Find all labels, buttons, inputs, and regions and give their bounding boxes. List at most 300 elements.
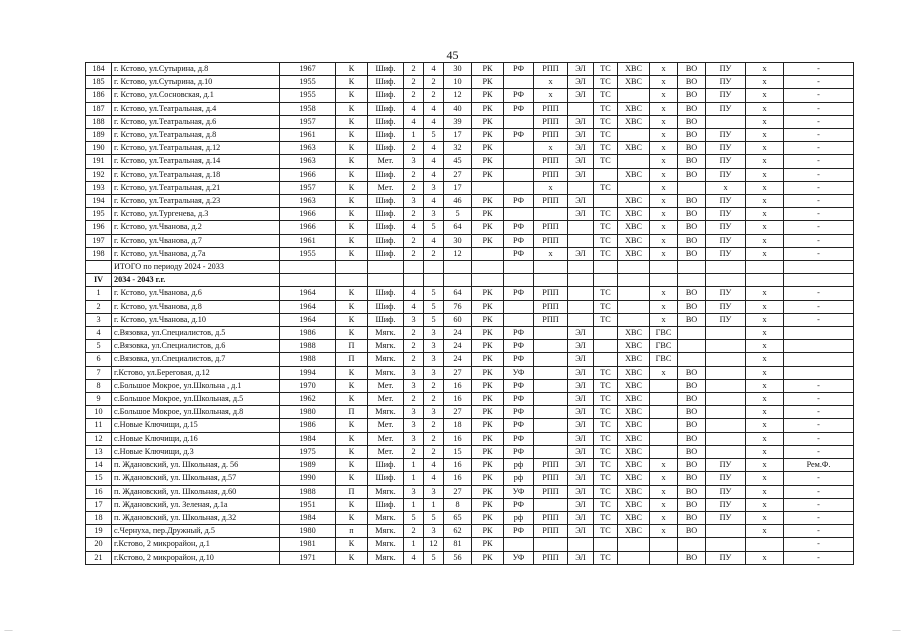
table-cell: РК — [472, 379, 504, 392]
table-cell: ХВС — [618, 472, 650, 485]
table-cell: ХВС — [618, 379, 650, 392]
table-cell — [618, 313, 650, 326]
table-cell — [706, 432, 746, 445]
table-cell: ТС — [594, 551, 618, 564]
table-cell: К — [336, 247, 368, 260]
row-number-cell: 196 — [86, 221, 112, 234]
table-cell: К — [336, 208, 368, 221]
table-cell — [534, 340, 568, 353]
table-row — [86, 498, 854, 511]
table-cell: ВО — [678, 221, 706, 234]
table-cell: Мягк. — [368, 485, 404, 498]
table-cell: 24 — [444, 327, 472, 340]
table-cell: ХВС — [618, 511, 650, 524]
table-cell: х — [746, 432, 784, 445]
table-cell: П — [336, 340, 368, 353]
table-cell: РПП — [534, 168, 568, 181]
table-cell: К — [336, 155, 368, 168]
empty-cell — [594, 261, 618, 274]
table-cell: К — [336, 327, 368, 340]
table-cell — [706, 353, 746, 366]
table-cell: К — [336, 234, 368, 247]
table-cell: ТС — [594, 393, 618, 406]
table-cell: 10 — [444, 76, 472, 89]
table-row — [86, 419, 854, 432]
table-cell — [706, 366, 746, 379]
row-number-cell: 7 — [86, 366, 112, 379]
table-row — [86, 432, 854, 445]
table-cell: 17 — [444, 181, 472, 194]
table-cell — [504, 155, 534, 168]
table-cell: К — [336, 287, 368, 300]
table-cell: РК — [472, 485, 504, 498]
table-cell: РФ — [504, 432, 534, 445]
table-cell — [568, 181, 594, 194]
table-cell: Шиф. — [368, 195, 404, 208]
table-cell: ВО — [678, 551, 706, 564]
table-cell: х — [746, 472, 784, 485]
row-number-cell: 1 — [86, 287, 112, 300]
table-cell: РПП — [534, 485, 568, 498]
row-number-cell: 193 — [86, 181, 112, 194]
table-cell: ХВС — [618, 419, 650, 432]
table-cell: ВО — [678, 406, 706, 419]
table-cell: х — [650, 195, 678, 208]
row-number-cell: 189 — [86, 129, 112, 142]
table-cell: 1961 — [280, 234, 336, 247]
empty-cell — [650, 261, 678, 274]
table-cell: 3 — [424, 406, 444, 419]
table-cell: - — [784, 485, 854, 498]
table-cell: РФ — [504, 445, 534, 458]
table-cell: РК — [472, 102, 504, 115]
table-cell — [534, 393, 568, 406]
table-cell: Шиф. — [368, 472, 404, 485]
table-cell: ЭЛ — [568, 472, 594, 485]
table-cell: - — [784, 195, 854, 208]
table-cell: 18 — [444, 419, 472, 432]
table-cell: ХВС — [618, 340, 650, 353]
table-cell: ВО — [678, 511, 706, 524]
table-cell: ХВС — [618, 247, 650, 260]
table-cell: х — [746, 313, 784, 326]
table-cell: 2 — [404, 234, 424, 247]
table-cell — [706, 525, 746, 538]
table-cell: ТС — [594, 234, 618, 247]
table-cell: х — [650, 115, 678, 128]
table-cell — [504, 313, 534, 326]
table-cell: 65 — [444, 511, 472, 524]
table-cell: РФ — [504, 393, 534, 406]
table-cell: ВО — [678, 115, 706, 128]
table-cell: ЭЛ — [568, 379, 594, 392]
table-cell — [534, 327, 568, 340]
table-cell: К — [336, 300, 368, 313]
row-number-cell: 2 — [86, 300, 112, 313]
table-cell: РФ — [504, 129, 534, 142]
table-cell: 2 — [424, 89, 444, 102]
table-cell: х — [650, 498, 678, 511]
table-cell: х — [746, 300, 784, 313]
table-cell: ПУ — [706, 168, 746, 181]
row-number-cell: 9 — [86, 393, 112, 406]
row-number-cell: IV — [86, 274, 112, 287]
table-cell: ВО — [678, 459, 706, 472]
table-cell: ХВС — [618, 366, 650, 379]
table-cell: 2 — [424, 432, 444, 445]
table-cell: ТС — [594, 63, 618, 76]
table-cell: х — [746, 511, 784, 524]
address-cell: г. Кстово, ул.Театральная, д.14 — [112, 155, 280, 168]
row-number-cell: 184 — [86, 63, 112, 76]
table-cell: РК — [472, 538, 504, 551]
table-cell: ЭЛ — [568, 419, 594, 432]
empty-cell — [368, 261, 404, 274]
table-cell — [784, 366, 854, 379]
table-cell — [618, 155, 650, 168]
table-cell — [706, 445, 746, 458]
table-cell: х — [534, 142, 568, 155]
address-cell: с.Новые Ключищи, д.16 — [112, 432, 280, 445]
table-cell: ВО — [678, 498, 706, 511]
table-cell: РФ — [504, 353, 534, 366]
table-cell: 27 — [444, 485, 472, 498]
row-number-cell: 4 — [86, 327, 112, 340]
table-cell: 1984 — [280, 511, 336, 524]
table-cell: п — [336, 525, 368, 538]
table-row — [86, 472, 854, 485]
table-cell — [568, 313, 594, 326]
table-cell — [504, 168, 534, 181]
table-cell: РК — [472, 287, 504, 300]
table-cell: УФ — [504, 485, 534, 498]
table-cell: х — [650, 181, 678, 194]
table-cell: РК — [472, 525, 504, 538]
table-cell: Мягк. — [368, 340, 404, 353]
table-cell: 16 — [444, 459, 472, 472]
table-cell: ЭЛ — [568, 511, 594, 524]
table-cell — [594, 195, 618, 208]
address-cell: г. Кстово, ул.Театральная, д.18 — [112, 168, 280, 181]
table-cell — [678, 181, 706, 194]
row-number-cell: 185 — [86, 76, 112, 89]
empty-cell — [678, 274, 706, 287]
table-cell: 2 — [424, 445, 444, 458]
table-cell — [504, 300, 534, 313]
empty-cell — [784, 261, 854, 274]
table-cell: Мягк. — [368, 538, 404, 551]
empty-cell — [706, 274, 746, 287]
table-cell: РПП — [534, 551, 568, 564]
table-cell: Шиф. — [368, 287, 404, 300]
table-cell: РК — [472, 208, 504, 221]
table-cell: ЭЛ — [568, 89, 594, 102]
empty-cell — [568, 261, 594, 274]
table-cell: 1980 — [280, 525, 336, 538]
table-cell: 1986 — [280, 419, 336, 432]
row-number-cell: 14 — [86, 459, 112, 472]
table-cell: 40 — [444, 102, 472, 115]
table-cell: ПУ — [706, 89, 746, 102]
table-cell: ХВС — [618, 406, 650, 419]
table-cell: 4 — [424, 115, 444, 128]
table-cell: 1967 — [280, 63, 336, 76]
table-cell: Мет. — [368, 181, 404, 194]
table-cell: Шиф. — [368, 208, 404, 221]
empty-cell — [746, 274, 784, 287]
table-cell: 1964 — [280, 287, 336, 300]
table-cell — [568, 538, 594, 551]
table-cell: ПУ — [706, 102, 746, 115]
table-cell: ХВС — [618, 76, 650, 89]
table-cell: 1990 — [280, 472, 336, 485]
row-number-cell: 8 — [86, 379, 112, 392]
table-cell: РК — [472, 221, 504, 234]
table-cell: - — [784, 472, 854, 485]
empty-cell — [594, 274, 618, 287]
table-cell: 1970 — [280, 379, 336, 392]
table-cell: К — [336, 366, 368, 379]
table-cell: - — [784, 221, 854, 234]
table-cell: ВО — [678, 313, 706, 326]
table-cell: ХВС — [618, 393, 650, 406]
table-cell: х — [746, 102, 784, 115]
table-cell: РК — [472, 300, 504, 313]
table-cell: ПУ — [706, 155, 746, 168]
row-number-cell: 187 — [86, 102, 112, 115]
table-cell: РПП — [534, 221, 568, 234]
address-cell: с.Вязовка, ул.Специалистов, д.5 — [112, 327, 280, 340]
table-cell: РПП — [534, 525, 568, 538]
table-cell: х — [746, 498, 784, 511]
table-cell: 4 — [404, 115, 424, 128]
table-cell — [504, 115, 534, 128]
table-cell: 4 — [424, 168, 444, 181]
table-cell: Шиф. — [368, 63, 404, 76]
table-cell: 5 — [424, 287, 444, 300]
address-cell: п. Ждановский, ул. Школьная, д.57 — [112, 472, 280, 485]
address-cell: с.Вязовка, ул.Специалистов, д.6 — [112, 340, 280, 353]
empty-cell — [424, 274, 444, 287]
table-cell: 4 — [404, 551, 424, 564]
table-cell: ЭЛ — [568, 208, 594, 221]
table-cell: ХВС — [618, 498, 650, 511]
table-cell: ХВС — [618, 525, 650, 538]
table-cell: ПУ — [706, 129, 746, 142]
row-number-cell: 194 — [86, 195, 112, 208]
table-cell: ВО — [678, 445, 706, 458]
table-cell: Мягк. — [368, 366, 404, 379]
table-cell: рф — [504, 511, 534, 524]
table-cell: Шиф. — [368, 300, 404, 313]
table-cell: РК — [472, 115, 504, 128]
table-cell: ХВС — [618, 102, 650, 115]
table-cell: 3 — [424, 340, 444, 353]
table-cell: К — [336, 195, 368, 208]
table-cell: 4 — [404, 300, 424, 313]
table-cell: ВО — [678, 287, 706, 300]
table-cell: х — [746, 221, 784, 234]
table-cell: ХВС — [618, 445, 650, 458]
table-cell: РФ — [504, 195, 534, 208]
table-cell: ПУ — [706, 485, 746, 498]
table-cell — [650, 551, 678, 564]
table-cell: Шиф. — [368, 498, 404, 511]
address-cell: с.Вязовка, ул.Специалистов, д.7 — [112, 353, 280, 366]
table-cell: 1966 — [280, 221, 336, 234]
table-cell: Шиф. — [368, 129, 404, 142]
table-cell: 1957 — [280, 181, 336, 194]
table-cell: - — [784, 76, 854, 89]
table-cell — [706, 538, 746, 551]
table-cell: Мягк. — [368, 511, 404, 524]
address-cell: с.Большое Мокрое, ул.Школьная, д.5 — [112, 393, 280, 406]
table-cell — [618, 551, 650, 564]
table-cell: 4 — [424, 459, 444, 472]
table-cell: ТС — [594, 155, 618, 168]
table-cell: х — [650, 76, 678, 89]
table-cell: 1 — [424, 498, 444, 511]
table-cell: ПУ — [706, 313, 746, 326]
table-cell: 16 — [444, 472, 472, 485]
table-cell: - — [784, 142, 854, 155]
total-row — [86, 261, 854, 274]
table-cell: - — [784, 313, 854, 326]
table-row — [86, 168, 854, 181]
empty-cell — [534, 274, 568, 287]
table-cell: 1963 — [280, 142, 336, 155]
table-cell: ХВС — [618, 485, 650, 498]
empty-cell — [618, 274, 650, 287]
table-cell: ТС — [594, 247, 618, 260]
row-number-cell: 18 — [86, 511, 112, 524]
table-cell: ТС — [594, 300, 618, 313]
empty-cell — [650, 274, 678, 287]
table-cell: - — [784, 168, 854, 181]
table-cell — [534, 432, 568, 445]
table-cell: ГВС — [650, 340, 678, 353]
table-cell — [650, 538, 678, 551]
table-cell: 60 — [444, 313, 472, 326]
table-row — [86, 115, 854, 128]
table-cell: ТС — [594, 472, 618, 485]
table-cell: 24 — [444, 340, 472, 353]
table-cell: ХВС — [618, 115, 650, 128]
table-cell: 4 — [424, 102, 444, 115]
table-row — [86, 89, 854, 102]
table-cell: х — [746, 393, 784, 406]
table-cell: 2 — [404, 76, 424, 89]
table-cell: х — [650, 234, 678, 247]
table-cell: РПП — [534, 459, 568, 472]
table-cell: 3 — [424, 208, 444, 221]
table-cell: ВО — [678, 208, 706, 221]
table-cell: Шиф. — [368, 168, 404, 181]
table-cell: х — [746, 445, 784, 458]
table-cell: Шиф. — [368, 89, 404, 102]
table-row — [86, 76, 854, 89]
table-cell: Мягк. — [368, 551, 404, 564]
table-cell: Мет. — [368, 155, 404, 168]
table-cell: ПУ — [706, 300, 746, 313]
table-cell: ВО — [678, 485, 706, 498]
table-cell: 8 — [444, 498, 472, 511]
table-cell: 1961 — [280, 129, 336, 142]
table-cell: ТС — [594, 525, 618, 538]
table-cell: ХВС — [618, 234, 650, 247]
table-cell: РПП — [534, 313, 568, 326]
table-row — [86, 340, 854, 353]
table-cell: РК — [472, 63, 504, 76]
table-cell: ЭЛ — [568, 485, 594, 498]
table-cell: 2 — [424, 379, 444, 392]
table-cell: 39 — [444, 115, 472, 128]
table-cell: 3 — [404, 419, 424, 432]
table-cell: х — [746, 353, 784, 366]
table-cell: ПУ — [706, 247, 746, 260]
table-cell — [650, 406, 678, 419]
table-cell: 3 — [404, 195, 424, 208]
table-cell: 1988 — [280, 340, 336, 353]
table-cell: х — [746, 551, 784, 564]
table-cell: ПУ — [706, 287, 746, 300]
table-cell — [504, 181, 534, 194]
table-cell: 2 — [404, 142, 424, 155]
table-cell: Мягк. — [368, 525, 404, 538]
table-cell: 1 — [404, 498, 424, 511]
table-cell: ЭЛ — [568, 155, 594, 168]
table-cell: 1955 — [280, 76, 336, 89]
table-cell: 5 — [424, 551, 444, 564]
table-cell: К — [336, 393, 368, 406]
table-cell: х — [746, 379, 784, 392]
table-cell: 1994 — [280, 366, 336, 379]
table-row — [86, 195, 854, 208]
table-cell: 1966 — [280, 208, 336, 221]
row-number-cell: 192 — [86, 168, 112, 181]
table-cell: ТС — [594, 445, 618, 458]
table-cell: 5 — [424, 511, 444, 524]
row-number-cell: 10 — [86, 406, 112, 419]
table-cell: х — [746, 366, 784, 379]
table-cell: - — [784, 102, 854, 115]
table-cell: РК — [472, 432, 504, 445]
table-row — [86, 445, 854, 458]
table-cell: 3 — [404, 379, 424, 392]
table-cell: - — [784, 234, 854, 247]
table-row — [86, 221, 854, 234]
table-cell: РК — [472, 393, 504, 406]
row-number-cell: 20 — [86, 538, 112, 551]
table-cell: 3 — [404, 406, 424, 419]
table-cell: РПП — [534, 129, 568, 142]
table-cell: 1963 — [280, 195, 336, 208]
table-cell: ЭЛ — [568, 76, 594, 89]
table-cell: ЭЛ — [568, 498, 594, 511]
table-cell: 46 — [444, 195, 472, 208]
address-cell: г. Кстово, ул.Чванова, д.2 — [112, 221, 280, 234]
address-cell: г. Кстово, ул.Театральная, д.12 — [112, 142, 280, 155]
table-cell: 2 — [404, 247, 424, 260]
table-cell: 5 — [424, 221, 444, 234]
table-cell: - — [784, 287, 854, 300]
address-cell: с.Большое Мокрое, ул.Школьная, д.8 — [112, 406, 280, 419]
table-cell: 64 — [444, 221, 472, 234]
table-cell: х — [746, 406, 784, 419]
table-cell: 5 — [424, 313, 444, 326]
table-cell: 2 — [404, 393, 424, 406]
table-cell: - — [784, 538, 854, 551]
